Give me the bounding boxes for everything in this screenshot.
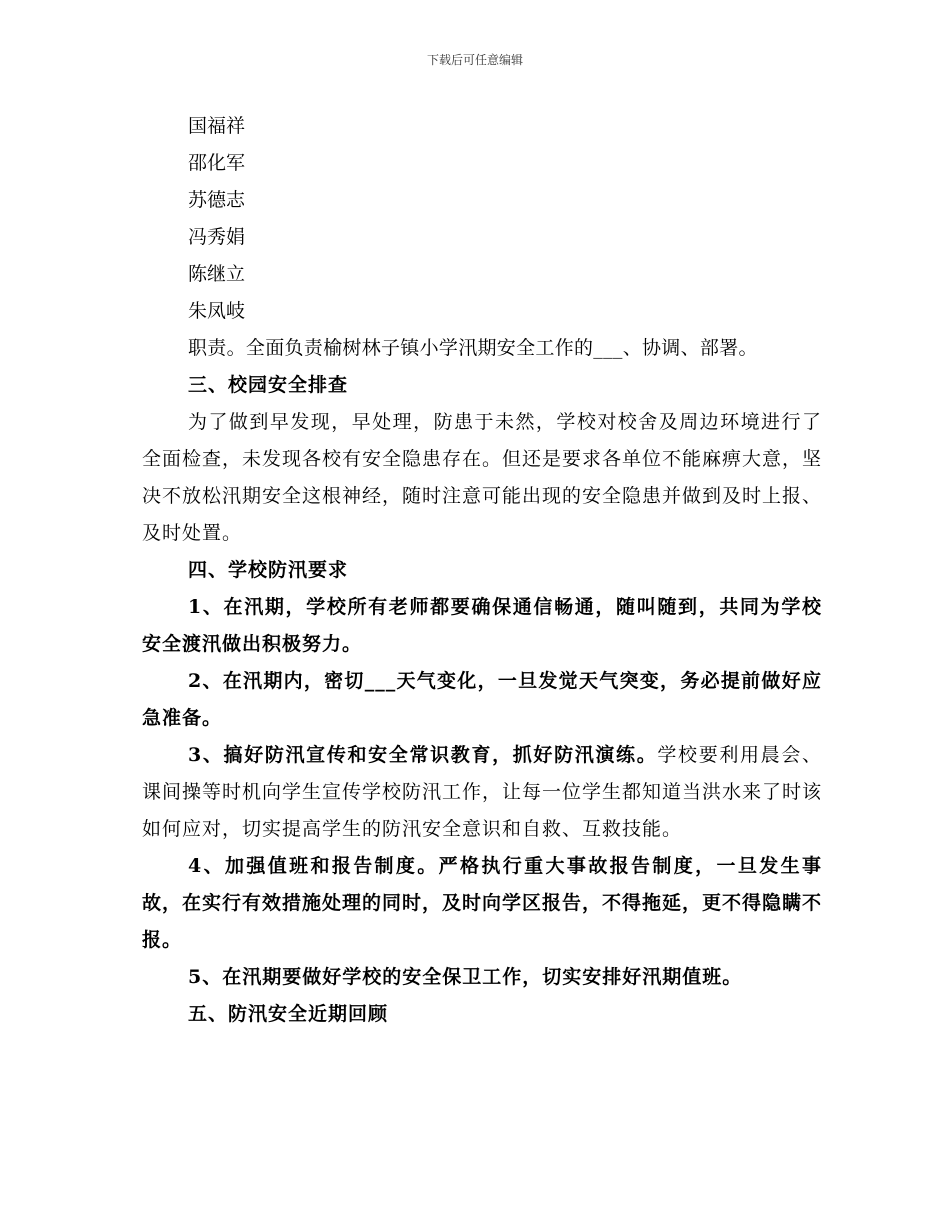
member-name: 苏德志 [188, 189, 246, 211]
requirement-item-text: 学校要利用晨会、课间操等时机向学生宣传学校防汛工作，让每一位学生都知道当洪水来了时该如何应对，切实提高学生的防汛安全意识和自救、互救技能。 [142, 744, 823, 840]
member-name: 国福祥 [188, 115, 246, 137]
section-3-paragraph: 为了做到早发现，早处理，防患于未然，学校对校舍及周边环境进行了全面检查，未发现各校有安全隐患存在。但还是要求各单位不能麻痹大意，坚决不放松汛期安全这根神经，随时注意可能出现的安全隐患并做到及时上报、及时处置。 [142, 411, 823, 544]
requirement-item-bold: 1、在汛期，学校所有老师都要确保通信畅通，随叫随到，共同为学校安全渡汛做出积极努力。 [142, 596, 822, 655]
requirement-item-5 [142, 959, 822, 996]
page-header-note: 下载后可任意编辑 [426, 53, 523, 67]
member-name: 朱凤岐 [188, 300, 246, 322]
requirement-item-1 [142, 589, 822, 663]
duty-paragraph: 职责。全面负责榆树林子镇小学汛期安全工作的___、协调、部署。 [188, 337, 758, 359]
member-name-list [188, 108, 245, 330]
section-5-heading: 五、防汛安全近期回顾 [188, 1003, 389, 1025]
section-3-heading: 三、校园安全排查 [188, 374, 349, 396]
section-4-heading: 四、学校防汛要求 [188, 559, 349, 581]
member-name: 邵化军 [188, 152, 246, 174]
document-body [142, 330, 822, 1033]
requirement-item-2 [142, 663, 822, 737]
requirement-item-bold: 2、在汛期内，密切___天气变化，一旦发觉天气突变，务必提前做好应急准备。 [142, 670, 822, 729]
requirement-item-bold: 4、加强值班和报告制度。严格执行重大事故报告制度，一旦发生事故，在实行有效措施处理的同时，及时向学区报告，不得拖延，更不得隐瞒不报。 [142, 855, 823, 951]
requirement-item-bold: 5、在汛期要做好学校的安全保卫工作，切实安排好汛期值班。 [188, 966, 743, 988]
member-name: 冯秀娟 [188, 226, 246, 248]
requirement-item-3 [142, 737, 822, 848]
requirement-item-bold: 3、搞好防汛宣传和安全常识教育，抓好防汛演练。 [188, 744, 658, 766]
requirement-item-4 [142, 848, 822, 959]
member-name: 陈继立 [188, 263, 246, 285]
